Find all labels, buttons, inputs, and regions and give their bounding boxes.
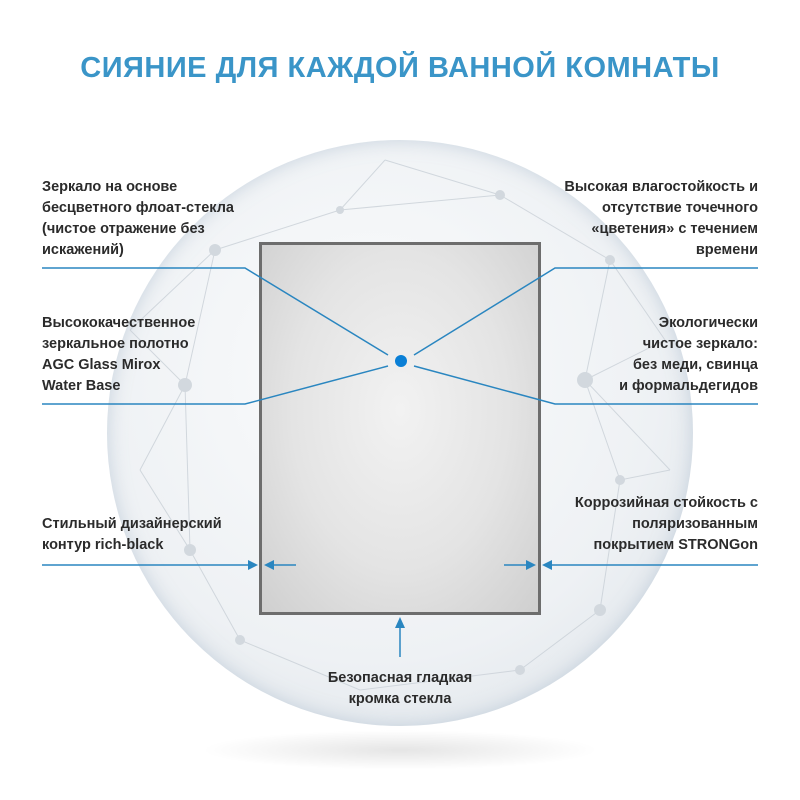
callout-mid-left: Высококачественное зеркальное полотно AGC Glass Mirox Water Base — [42, 315, 196, 394]
callout-top-left: Зеркало на основе бесцветного флоат-стекла (чистое отражение без искажений) — [42, 179, 234, 258]
arrow-left-icon — [264, 560, 274, 570]
arrow-up-icon — [395, 617, 405, 628]
callout-bottom-center: Безопасная гладкая кромка стекла — [327, 670, 473, 707]
page-title: СИЯНИЕ ДЛЯ КАЖДОЙ ВАННОЙ КОМНАТЫ — [80, 52, 720, 84]
callout-mid-right: Экологически чистое зеркало: без меди, свинца и формальдегидов — [619, 315, 758, 394]
arrow-left-icon — [542, 560, 552, 570]
callout-bottom-right: Коррозийная стойкость с поляризованным покрытием STRONGon — [574, 495, 758, 553]
arrow-right-icon — [248, 560, 258, 570]
arrow-right-icon — [526, 560, 536, 570]
blue-dot-icon — [395, 355, 407, 367]
callout-bottom-left: Стильный дизайнерский контур rich-black — [42, 516, 222, 553]
callout-top-right: Высокая влагостойкость и отсутствие точечного «цветения» с течением времени — [564, 179, 758, 258]
